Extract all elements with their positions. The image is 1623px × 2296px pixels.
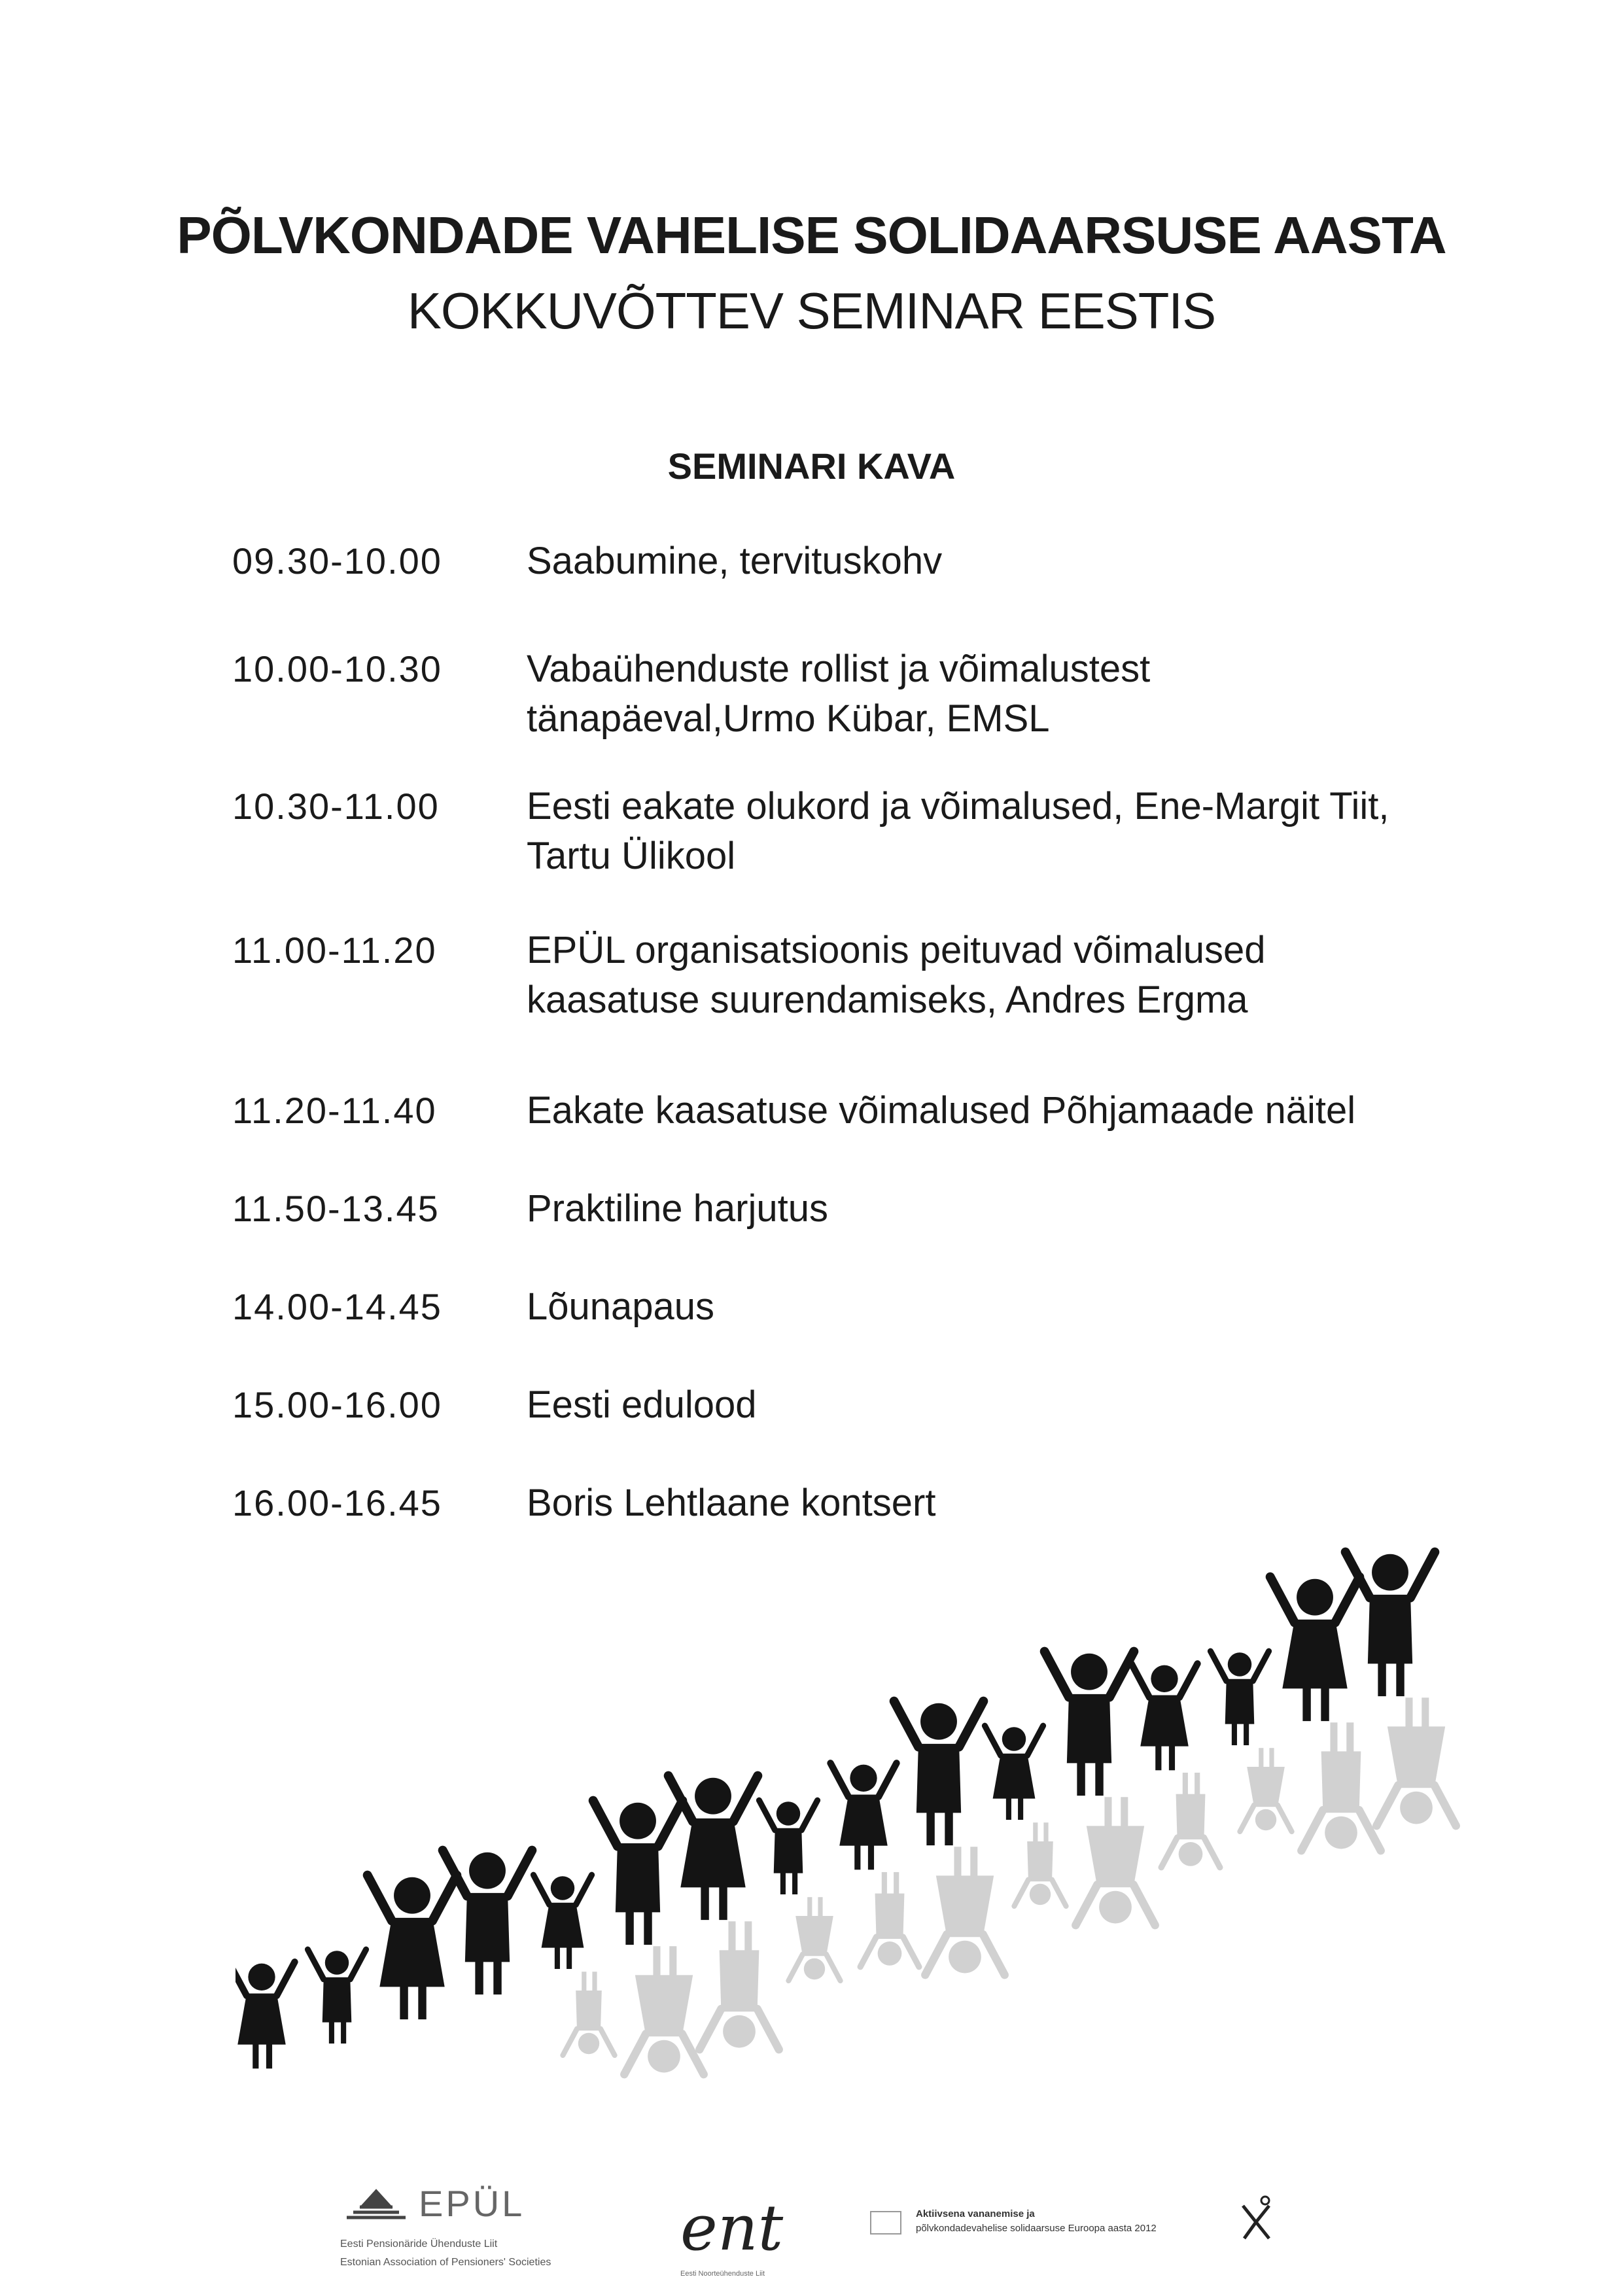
person-figure xyxy=(1132,1663,1198,1770)
person-reflection xyxy=(1014,1822,1066,1906)
schedule-description-line: Lõunapaus xyxy=(527,1285,715,1328)
person-figure xyxy=(1346,1552,1435,1696)
people-chain-icon xyxy=(236,1505,1478,2126)
person-reflection xyxy=(1075,1797,1155,1925)
person-reflection xyxy=(1301,1722,1380,1851)
person-figure xyxy=(1045,1652,1134,1796)
schedule-description-line: tänapäeval,Urmo Kübar, EMSL xyxy=(527,697,1050,740)
person-reflection xyxy=(1240,1748,1291,1832)
ent-logo xyxy=(680,2185,798,2283)
schedule-description xyxy=(527,1282,1456,1332)
schedule-description xyxy=(527,536,1456,586)
schedule-time: 15.00-16.00 xyxy=(232,1384,442,1425)
schedule-description xyxy=(527,644,1456,744)
person-figure xyxy=(831,1763,897,1870)
schedule-time: 16.00-16.45 xyxy=(232,1482,442,1523)
ent-wordmark: ent xyxy=(680,2191,784,2265)
person-figure xyxy=(985,1726,1043,1820)
eu-flag-icon xyxy=(870,2211,901,2235)
person-reflection xyxy=(925,1847,1004,1975)
title-line-2: KOKKUVÕTTEV SEMINAR EESTIS xyxy=(407,282,1216,339)
schedule-description xyxy=(527,926,1456,1025)
schedule-time: 14.00-14.45 xyxy=(232,1286,442,1327)
schedule-time: 11.20-11.40 xyxy=(232,1090,437,1131)
person-figure xyxy=(759,1800,817,1894)
eu-year-line2: põlvkondadevahelise solidaarsuse Euroopa aasta 2012 xyxy=(916,2223,1157,2234)
epul-logo xyxy=(340,2178,615,2289)
person-figure xyxy=(894,1701,984,1845)
program-heading: SEMINARI KAVA xyxy=(667,445,956,487)
ent-subtitle: Eesti Noorteühenduste Liit xyxy=(680,2270,765,2278)
person-figure xyxy=(443,1851,532,1994)
schedule-description-line: Vabaühenduste rollist ja võimalustest xyxy=(527,648,1151,690)
person-figure xyxy=(236,1962,294,2068)
schedule-description-line: Tartu Ülikool xyxy=(527,835,736,877)
person-figure xyxy=(1270,1577,1360,1721)
person-figure xyxy=(307,1949,366,2044)
epul-wordmark: EPÜL xyxy=(419,2183,525,2224)
schedule-description xyxy=(527,1086,1456,1136)
person-figure xyxy=(593,1801,683,1945)
person-figure xyxy=(1210,1651,1268,1745)
schedule-description xyxy=(527,782,1456,881)
person-reflection xyxy=(699,1921,778,2049)
schedule-description xyxy=(527,1184,1456,1234)
schedule-time: 09.30-10.00 xyxy=(232,540,442,582)
person-reflection xyxy=(1376,1697,1456,1826)
eu-year-emblem-icon xyxy=(1236,2193,1276,2245)
title-block xyxy=(0,196,1623,347)
schedule-description xyxy=(527,1380,1456,1430)
person-reflection xyxy=(563,1972,614,2055)
eu-year-line1: Aktiivsena vananemise ja xyxy=(916,2208,1035,2219)
person-figure xyxy=(368,1875,457,2019)
person-figure xyxy=(533,1875,591,1969)
schedule-time: 11.00-11.20 xyxy=(232,930,437,971)
schedule-description-line: Saabumine, tervituskohv xyxy=(527,540,943,582)
eu-year-logo xyxy=(870,2204,1276,2263)
schedule-description-line: kaasatuse suurendamiseks, Andres Ergma xyxy=(527,979,1248,1021)
eu-year-text xyxy=(916,2207,1157,2236)
epul-emblem-icon xyxy=(340,2185,412,2224)
schedule-description-line: Eesti eakate olukord ja võimalused, Ene-Margit Tiit, xyxy=(527,785,1389,827)
person-reflection xyxy=(624,1946,703,2074)
schedule-description-line: Boris Lehtlaane kontsert xyxy=(527,1482,936,1524)
epul-name-et: Eesti Pensionäride Ühenduste Liit xyxy=(340,2238,498,2250)
person-reflection xyxy=(1161,1773,1220,1868)
schedule-description-line: EPÜL organisatsioonis peituvad võimalused xyxy=(527,929,1266,971)
person-reflection xyxy=(860,1872,919,1967)
epul-name-en: Estonian Association of Pensioners' Societies xyxy=(340,2257,551,2268)
schedule-time: 10.30-11.00 xyxy=(232,786,440,827)
person-figure xyxy=(669,1776,758,1920)
schedule-description-line: Eesti edulood xyxy=(527,1383,757,1426)
schedule-description-line: Eakate kaasatuse võimalused Põhjamaade näitel xyxy=(527,1089,1356,1132)
schedule-description-line: Praktiline harjutus xyxy=(527,1187,828,1230)
schedule-time: 10.00-10.30 xyxy=(232,648,442,689)
schedule-time: 11.50-13.45 xyxy=(232,1188,440,1229)
person-reflection xyxy=(788,1897,840,1981)
footer-logos xyxy=(0,2178,1623,2296)
title-line-1: PÕLVKONDADE VAHELISE SOLIDAARSUSE AASTA xyxy=(177,206,1446,264)
